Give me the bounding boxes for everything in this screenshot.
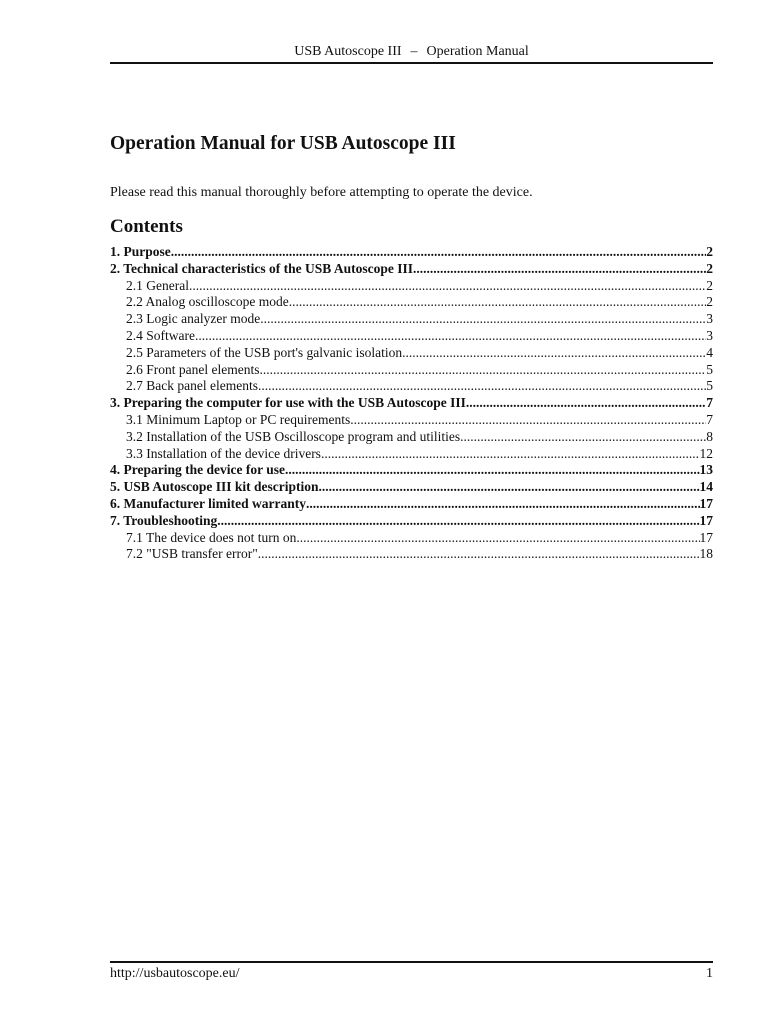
toc-dot-leader (171, 244, 707, 261)
toc-dot-leader (460, 429, 706, 446)
contents-heading: Contents (110, 216, 183, 237)
toc-entry[interactable] (110, 513, 713, 530)
toc-entry[interactable] (110, 530, 713, 547)
header-section-name: Operation Manual (426, 44, 529, 59)
toc-page-number: 7 (706, 411, 713, 427)
toc-dot-leader (402, 345, 706, 362)
toc-entry[interactable] (110, 479, 713, 496)
toc-dot-leader (413, 261, 706, 278)
toc-page-number: 17 (699, 495, 713, 511)
toc-dot-leader (350, 412, 706, 429)
toc-entry-title: 7.2 "USB transfer error" (126, 546, 258, 562)
toc-page-number: 3 (706, 311, 713, 327)
toc-dot-leader (466, 395, 706, 412)
toc-entry-title: 7. Troubleshooting (110, 512, 218, 528)
toc-entry-title: 2.1 General (126, 277, 189, 293)
toc-page-number: 7 (706, 395, 713, 411)
toc-entry[interactable] (110, 496, 713, 513)
toc-dot-leader (258, 546, 700, 563)
toc-entry[interactable] (110, 446, 713, 463)
toc-entry-title: 2.2 Analog oscilloscope mode (126, 294, 289, 310)
toc-entry[interactable] (110, 378, 713, 395)
toc-page-number: 2 (706, 260, 713, 276)
toc-entry-title: 3.1 Minimum Laptop or PC requirements (126, 411, 351, 427)
toc-dot-leader (306, 496, 700, 513)
document-title: Operation Manual for USB Autoscope III (110, 133, 456, 154)
toc-entry-title: 6. Manufacturer limited warranty (110, 495, 306, 511)
toc-entry-title: 2.6 Front panel elements (126, 361, 260, 377)
toc-page-number: 5 (706, 378, 713, 394)
toc-dot-leader (259, 362, 706, 379)
toc-entry[interactable] (110, 362, 713, 379)
toc-entry[interactable] (110, 311, 713, 328)
toc-entry-title: 2.5 Parameters of the USB port's galvanic isolation (126, 344, 403, 360)
toc-entry[interactable] (110, 278, 713, 295)
toc-page-number: 4 (706, 344, 713, 360)
toc-entry-title: 1. Purpose (110, 244, 171, 259)
toc-dot-leader (258, 378, 706, 395)
toc-page-number: 12 (699, 445, 713, 461)
toc-dot-leader (289, 294, 707, 311)
toc-page-number: 2 (706, 244, 713, 259)
toc-dot-leader (260, 311, 706, 328)
footer-url-link[interactable]: http://usbautoscope.eu/ (110, 966, 240, 981)
toc-entry-title: 2.4 Software (126, 327, 195, 343)
toc-entry[interactable] (110, 294, 713, 311)
toc-page-number: 17 (699, 512, 713, 528)
toc-entry-title: 2.7 Back panel elements (126, 378, 258, 394)
toc-page-number: 2 (706, 277, 713, 293)
toc-entry-title: 5. USB Autoscope III kit description (110, 479, 319, 495)
toc-page-number: 2 (706, 294, 713, 310)
toc-page-number: 5 (706, 361, 713, 377)
toc-page-number: 18 (699, 546, 713, 562)
page-footer (110, 961, 713, 985)
toc-dot-leader (189, 278, 706, 295)
toc-page-number: 3 (706, 327, 713, 343)
toc-entry-title: 2. Technical characteristics of the USB Autoscope III (110, 260, 413, 276)
toc-entry[interactable] (110, 345, 713, 362)
toc-page-number: 17 (699, 529, 713, 545)
toc-dot-leader (285, 462, 700, 479)
toc-page-number: 8 (706, 428, 713, 444)
toc-entry-title: 4. Preparing the device for use (110, 462, 285, 478)
header-separator: – (410, 44, 418, 59)
toc-entry[interactable] (110, 462, 713, 479)
toc-entry-title: 2.3 Logic analyzer mode (126, 311, 261, 327)
toc-dot-leader (217, 513, 699, 530)
intro-paragraph: Please read this manual thoroughly before attempting to operate the device. (110, 185, 533, 200)
toc-entry-title: 3. Preparing the computer for use with the USB Autoscope III (110, 395, 466, 411)
toc-entry[interactable] (110, 412, 713, 429)
footer-page-number: 1 (706, 966, 713, 981)
toc-entry[interactable] (110, 261, 713, 278)
toc-dot-leader (321, 446, 700, 463)
toc-dot-leader (195, 328, 706, 345)
toc-entry-title: 7.1 The device does not turn on (126, 529, 297, 545)
toc-entry-title: 3.3 Installation of the device drivers (126, 445, 321, 461)
toc-entry-title: 3.2 Installation of the USB Oscilloscope program and utilities (126, 428, 461, 444)
toc-entry[interactable] (110, 429, 713, 446)
page-header (110, 42, 713, 64)
toc-page-number: 13 (699, 462, 713, 478)
header-document-name: USB Autoscope III (294, 44, 402, 59)
toc-dot-leader (296, 530, 699, 547)
table-of-contents (110, 244, 713, 563)
toc-dot-leader (319, 479, 700, 496)
toc-entry[interactable] (110, 244, 713, 261)
toc-entry[interactable] (110, 328, 713, 345)
toc-page-number: 14 (699, 479, 713, 495)
toc-entry[interactable] (110, 395, 713, 412)
toc-entry[interactable] (110, 546, 713, 563)
